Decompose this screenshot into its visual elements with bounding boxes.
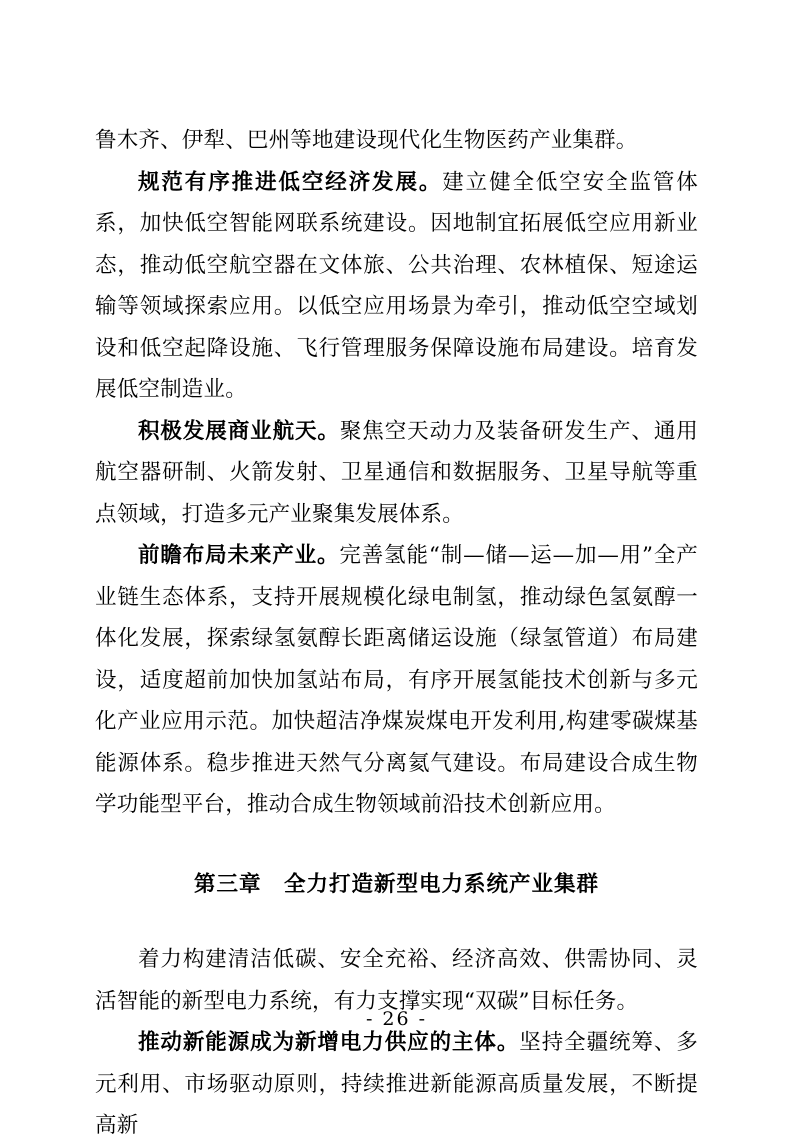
paragraph-text: 聚焦空天动力及装备研发生产、通用航空器研制、火箭发射、卫星通信和数据服务、卫星导航等重点领域，打造多元产业聚集发展体系。 bbox=[95, 418, 698, 527]
paragraph-text: 着力构建清洁低碳、安全充裕、经济高效、供需协同、灵活智能的新型电力系统，有力支撑实现“双碳”目标任务。 bbox=[95, 947, 698, 1014]
paragraph-new-energy-main bbox=[95, 1022, 698, 1147]
paragraph-continued-bio bbox=[95, 120, 698, 162]
document-body bbox=[95, 120, 698, 1147]
paragraph-text: 鲁木齐、伊犁、巴州等地建设现代化生物医药产业集群。 bbox=[95, 128, 638, 153]
chapter-heading: 第三章 全力打造新型电力系统产业集群 bbox=[193, 871, 599, 897]
paragraph-lead: 推动新能源成为新增电力供应的主体。 bbox=[138, 1030, 520, 1055]
paragraph-lead: 积极发展商业航天。 bbox=[138, 418, 340, 444]
paragraph-text: 建立健全低空安全监管体系，加快低空智能网联系统建设。因地制宜拓展低空应用新业态，推动低空航空器在文体旅、公共治理、农林植保、短途运输等领域探索应用。以低空应用场景为牵引，推动低空空域划设和低空起降设施、飞行管理服务保障设施布局建设。培育发展低空制造业。 bbox=[95, 169, 699, 402]
paragraph-future-industry bbox=[95, 535, 698, 826]
paragraph-text: 坚持全疆统筹、多元利用、市场驱动原则，持续推进新能源高质量发展，不断提高新 bbox=[95, 1030, 698, 1138]
paragraph-lead: 前瞻布局未来产业。 bbox=[138, 543, 340, 568]
paragraph-commercial-aerospace bbox=[95, 411, 698, 536]
page-number: - 26 - bbox=[365, 1008, 428, 1030]
paragraph-lead: 规范有序推进低空经济发展。 bbox=[138, 169, 443, 195]
paragraph-low-altitude-economy bbox=[95, 162, 698, 411]
paragraph-text: 完善氢能“制—储—运—加—用”全产业链生态体系，支持开展规模化绿电制氢，推动绿色氢氨醇一体化发展，探索绿氢氨醇长距离储运设施（绿氢管道）布局建设，适度超前加快加氢站布局，有序开展氢能技术创新与多元化产业应用示范。加快超洁净煤炭煤电开发利用,构建零碳煤基能源体系。稳步推进天然气分离氦气建设。布局建设合成生物学功能型平台，推动合成生物领域前沿技术创新应用。 bbox=[95, 543, 698, 817]
